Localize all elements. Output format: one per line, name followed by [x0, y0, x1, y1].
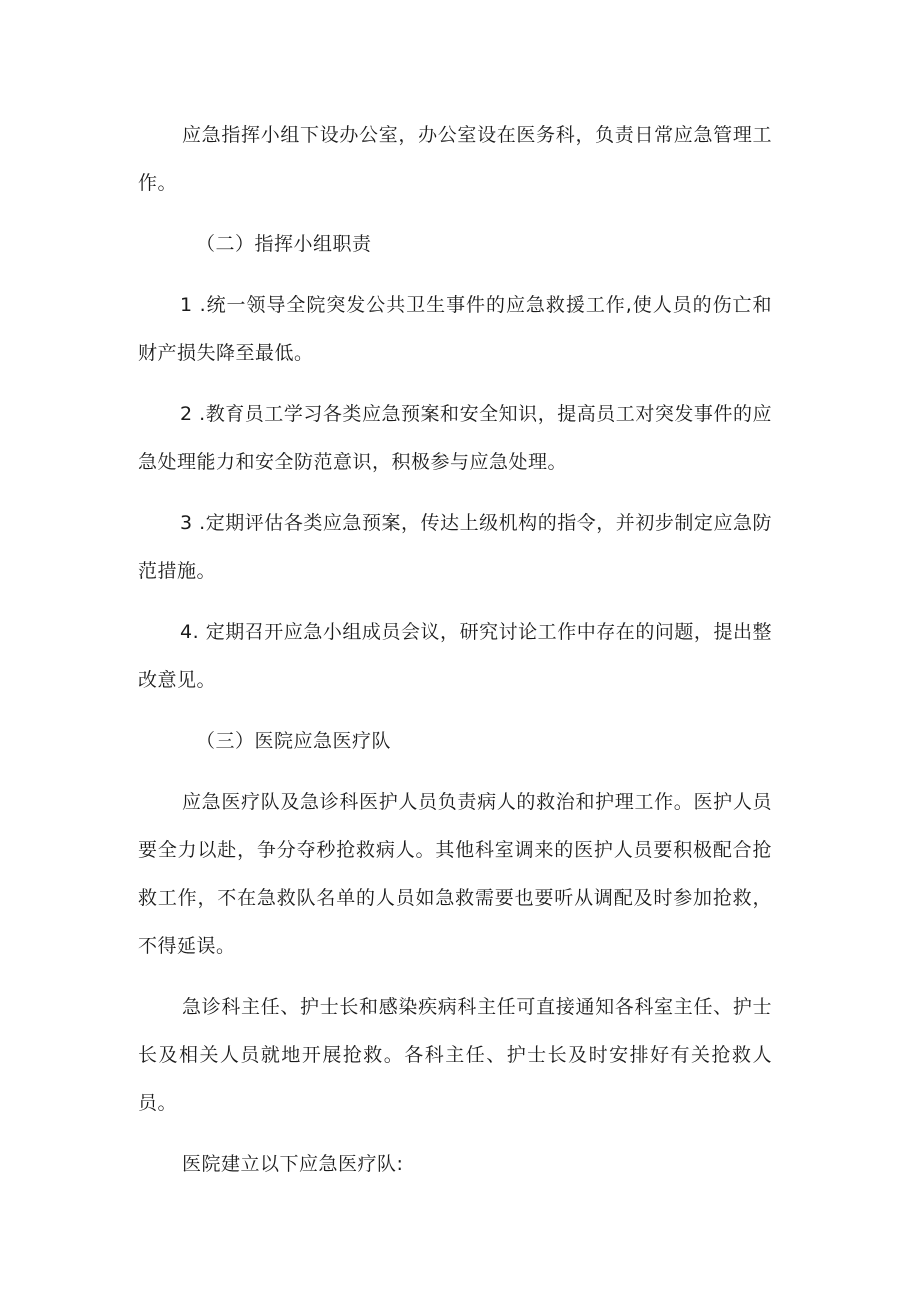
paragraph-medical-team-duties: 应急医疗队及急诊科医护人员负责病人的救治和护理工作。医护人员要全力以赴，争分夺秒抢救病人。其他科室调来的医护人员要积极配合抢救工作，不在急救队名单的人员如急救需要也要听从调配及时参加抢救，不得延误。 [138, 791, 772, 957]
paragraph-team-list-intro: 医院建立以下应急医疗队: [182, 1153, 404, 1175]
section-heading-medical-team: （三）医院应急医疗队 [196, 730, 392, 752]
document-body [138, 111, 772, 1201]
list-item-2: 2 .教育员工学习各类应急预案和安全知识，提高员工对突发事件的应急处理能力和安全防范意识，积极参与应急处理。 [138, 403, 772, 473]
paragraph-emergency-notification: 急诊科主任、护士长和感染疾病科主任可直接通知各科室主任、护士长及相关人员就地开展抢救。各科主任、护士长及时安排好有关抢救人员。 [138, 996, 772, 1114]
list-item-1: 1 .统一领导全院突发公共卫生事件的应急救援工作,使人员的伤亡和财产损失降至最低。 [138, 294, 772, 364]
list-item-4: 4. 定期召开应急小组成员会议，研究讨论工作中存在的问题，提出整改意见。 [138, 621, 772, 691]
list-item-3: 3 .定期评估各类应急预案，传达上级机构的指令，并初步制定应急防范措施。 [138, 512, 772, 582]
paragraph-office-setup: 应急指挥小组下设办公室，办公室设在医务科，负责日常应急管理工作。 [138, 124, 772, 194]
section-heading-command-duties: （二）指挥小组职责 [196, 233, 372, 255]
